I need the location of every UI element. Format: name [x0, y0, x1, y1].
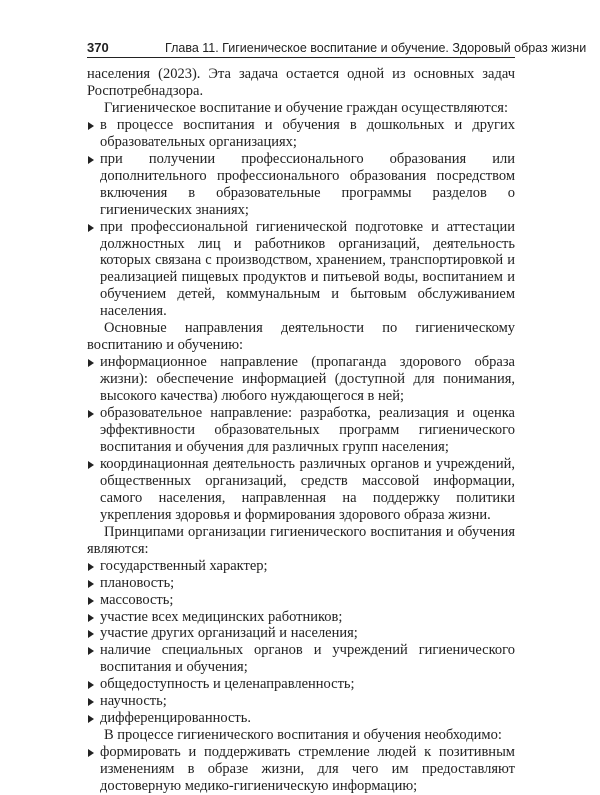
bullet-icon: [88, 359, 94, 367]
list-item: [87, 693, 515, 710]
list-item-text: при получении профессионального образования или дополнительного профессионального образования посредством включения в образовательные программы разделов о гигиенических знаниях;: [100, 150, 515, 218]
paragraph: населения (2023). Эта задача остается одной из основных задач Роспотребнадзора.: [87, 66, 515, 99]
bullet-icon: [88, 647, 94, 655]
list-item: [87, 609, 515, 626]
bullet-icon: [88, 156, 94, 164]
running-header: [87, 40, 587, 58]
list-item: [87, 405, 515, 456]
list-item-text: в процессе воспитания и обучения в дошкольных и других образовательных организациях;: [100, 116, 515, 150]
paragraph: Принципами организации гигиенического воспитания и обучения являются:: [87, 523, 515, 557]
list-item: [87, 592, 515, 609]
list-item-text: массовость;: [100, 591, 174, 608]
paragraph: Гигиеническое воспитание и обучение граждан осуществляются:: [104, 99, 508, 116]
bullet-icon: [88, 563, 94, 571]
chapter-title: Глава 11. Гигиеническое воспитание и обучение. Здоровый образ жизни: [165, 41, 587, 55]
list-item: [87, 456, 515, 524]
bullet-icon: [88, 461, 94, 469]
list-item: [87, 354, 515, 405]
list-item: [87, 642, 515, 676]
list-item-text: государственный характер;: [100, 557, 268, 574]
bullet-icon: [88, 597, 94, 605]
bullet-icon: [88, 580, 94, 588]
list-item: [87, 744, 515, 795]
list-item-text: информационное направление (пропаганда здорового образа жизни): обеспечение информацией (доступной для понимания, высокого качества) любого нуждающегося в ней;: [100, 354, 515, 405]
paragraph: В процессе гигиенического воспитания и обучения необходимо:: [104, 727, 502, 744]
list-item: [87, 575, 515, 592]
list-item: [87, 219, 515, 321]
bullet-icon: [88, 715, 94, 723]
bullet-icon: [88, 410, 94, 418]
list-item: [87, 625, 515, 642]
bullet-icon: [88, 681, 94, 689]
page-body: [87, 66, 515, 795]
bullet-icon: [88, 749, 94, 757]
bullet-icon: [88, 698, 94, 706]
list-item: [87, 151, 515, 219]
bullet-icon: [88, 630, 94, 638]
list-item: [87, 558, 515, 575]
bullet-icon: [88, 614, 94, 622]
list-item-text: участие всех медицинских работников;: [100, 608, 343, 625]
list-item-text: дифференцированность.: [100, 710, 251, 727]
list-item-text: образовательное направление: разработка, реализация и оценка эффективности образовательных программ гигиенического воспитания и обучения для различных групп населения;: [100, 405, 515, 455]
bullet-icon: [88, 224, 94, 232]
list-item-text: участие других организаций и населения;: [100, 625, 358, 642]
list-item-text: при профессиональной гигиенической подготовке и аттестации должностных лиц и работников организаций, деятельность которых связана с производством, хранением, транспортировкой и реализацией пищевых продуктов и питьевой воды, воспитанием и обучением детей, коммунальным и бытовым обслуживанием населения.: [100, 218, 515, 320]
list-item-text: формировать и поддерживать стремление людей к позитивным изменениям в образе жизни, для чего им предоставляют достоверную медико-гигиеническую информацию;: [100, 744, 515, 795]
list-item-text: наличие специальных органов и учреждений гигиенического воспитания и обучения;: [100, 642, 515, 676]
list-item: [87, 710, 515, 727]
list-item-text: плановость;: [100, 574, 175, 591]
list-item: [87, 117, 515, 151]
page-number: 370: [87, 40, 109, 55]
list-item-text: научность;: [100, 693, 167, 710]
list-item-text: координационная деятельность различных органов и учреждений, общественных организаций, средств массовой информации, самого населения, направленная на поддержку политики укрепления здоровья и формирования здорового образа жизни.: [100, 455, 515, 523]
bullet-icon: [88, 122, 94, 130]
paragraph: Основные направления деятельности по гигиеническому воспитанию и обучению:: [87, 320, 515, 354]
list-item: [87, 676, 515, 693]
list-item-text: общедоступность и целенаправленность;: [100, 676, 355, 693]
